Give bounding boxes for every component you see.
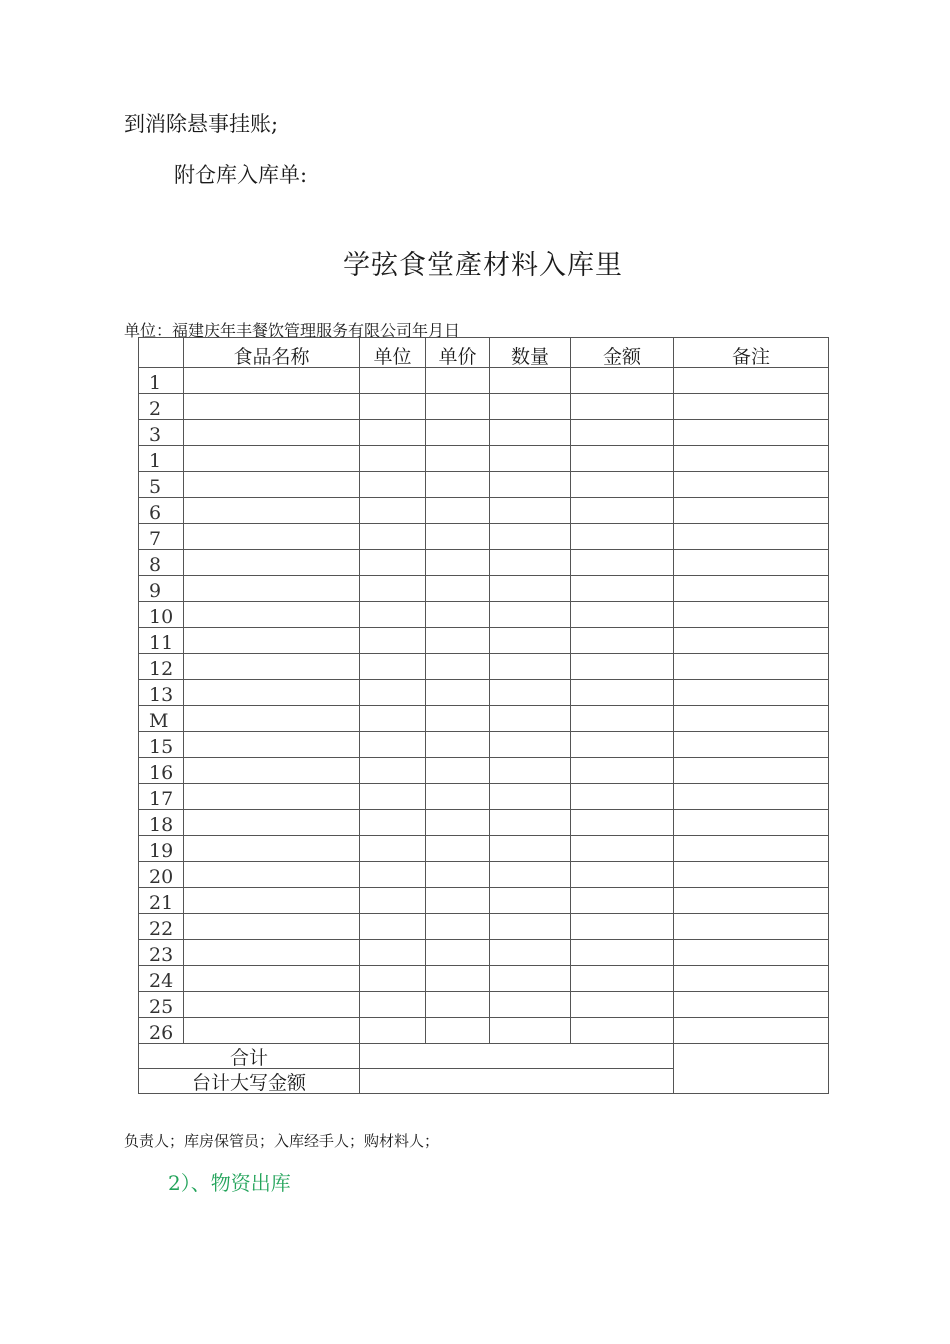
amount-cell <box>571 758 674 784</box>
form-title: 学弦食堂產材料入库里 <box>343 250 623 281</box>
unit-cell <box>360 472 426 498</box>
unit-cell <box>360 524 426 550</box>
food-name-cell <box>184 498 360 524</box>
unit-cell <box>360 680 426 706</box>
quantity-cell <box>490 394 571 420</box>
header-cell-food-name: 食品名称 <box>184 338 360 368</box>
unit-cell <box>360 992 426 1018</box>
remarks-cell <box>674 394 829 420</box>
amount-cell <box>571 576 674 602</box>
remarks-cell <box>674 836 829 862</box>
table-row <box>139 576 829 602</box>
amount-cell <box>571 472 674 498</box>
table-row <box>139 888 829 914</box>
unit-cell <box>360 966 426 992</box>
amount-cell <box>571 732 674 758</box>
unit-price-cell <box>426 992 490 1018</box>
unit-price-cell <box>426 758 490 784</box>
remarks-cell <box>674 550 829 576</box>
table-row <box>139 758 829 784</box>
quantity-cell <box>490 368 571 394</box>
unit-cell <box>360 654 426 680</box>
unit-cell <box>360 550 426 576</box>
row-number: 17 <box>139 784 184 810</box>
total-upper-amount-cell <box>360 1069 674 1094</box>
food-name-cell <box>184 992 360 1018</box>
section-heading: 2）、物资出库 <box>168 1171 291 1195</box>
unit-cell <box>360 940 426 966</box>
unit-price-cell <box>426 472 490 498</box>
remarks-cell <box>674 602 829 628</box>
unit-cell <box>360 498 426 524</box>
unit-price-cell <box>426 862 490 888</box>
unit-price-cell <box>426 550 490 576</box>
remarks-cell <box>674 420 829 446</box>
food-name-cell <box>184 706 360 732</box>
remarks-cell <box>674 628 829 654</box>
remarks-cell <box>674 498 829 524</box>
row-number: 3 <box>139 420 184 446</box>
table-row <box>139 550 829 576</box>
remarks-cell <box>674 576 829 602</box>
food-name-cell <box>184 550 360 576</box>
unit-price-cell <box>426 706 490 732</box>
amount-cell <box>571 966 674 992</box>
unit-cell <box>360 706 426 732</box>
amount-cell <box>571 992 674 1018</box>
unit-price-cell <box>426 576 490 602</box>
quantity-cell <box>490 524 571 550</box>
unit-cell <box>360 628 426 654</box>
row-number: 16 <box>139 758 184 784</box>
unit-cell <box>360 420 426 446</box>
amount-cell <box>571 862 674 888</box>
unit-price-cell <box>426 1018 490 1044</box>
quantity-cell <box>490 706 571 732</box>
total-amount-cell <box>360 1044 674 1069</box>
table-row <box>139 498 829 524</box>
unit-price-cell <box>426 732 490 758</box>
quantity-cell <box>490 862 571 888</box>
unit-price-cell <box>426 836 490 862</box>
row-number: 11 <box>139 628 184 654</box>
unit-price-cell <box>426 628 490 654</box>
food-name-cell <box>184 524 360 550</box>
unit-price-cell <box>426 914 490 940</box>
unit-cell <box>360 784 426 810</box>
food-name-cell <box>184 940 360 966</box>
quantity-cell <box>490 914 571 940</box>
remarks-cell <box>674 862 829 888</box>
unit-cell <box>360 758 426 784</box>
quantity-cell <box>490 836 571 862</box>
total-row <box>139 1044 829 1069</box>
remarks-cell <box>674 446 829 472</box>
amount-cell <box>571 446 674 472</box>
quantity-cell <box>490 966 571 992</box>
table-row <box>139 394 829 420</box>
intro-text-line-2: 附仓库入库单: <box>174 163 308 187</box>
food-name-cell <box>184 966 360 992</box>
remarks-cell <box>674 914 829 940</box>
unit-price-cell <box>426 498 490 524</box>
remarks-cell <box>674 784 829 810</box>
remarks-cell <box>674 680 829 706</box>
total-label: 合计 <box>139 1044 360 1069</box>
food-name-cell <box>184 758 360 784</box>
food-name-cell <box>184 420 360 446</box>
quantity-cell <box>490 628 571 654</box>
quantity-cell <box>490 888 571 914</box>
amount-cell <box>571 680 674 706</box>
unit-cell <box>360 862 426 888</box>
quantity-cell <box>490 810 571 836</box>
unit-price-cell <box>426 966 490 992</box>
amount-cell <box>571 368 674 394</box>
quantity-cell <box>490 680 571 706</box>
unit-price-cell <box>426 524 490 550</box>
food-name-cell <box>184 654 360 680</box>
header-cell-index <box>139 338 184 368</box>
food-name-cell <box>184 628 360 654</box>
food-name-cell <box>184 576 360 602</box>
unit-price-cell <box>426 888 490 914</box>
row-number: 24 <box>139 966 184 992</box>
row-number: 1 <box>139 446 184 472</box>
table-row <box>139 992 829 1018</box>
table-row <box>139 420 829 446</box>
amount-cell <box>571 1018 674 1044</box>
header-cell-remarks: 备注 <box>674 338 829 368</box>
food-name-cell <box>184 810 360 836</box>
unit-cell <box>360 732 426 758</box>
unit-price-cell <box>426 394 490 420</box>
total-upper-label: 台计大写金额 <box>139 1069 360 1094</box>
row-number: 21 <box>139 888 184 914</box>
quantity-cell <box>490 420 571 446</box>
amount-cell <box>571 914 674 940</box>
quantity-cell <box>490 1018 571 1044</box>
remarks-cell <box>674 472 829 498</box>
table-row <box>139 966 829 992</box>
table-row <box>139 680 829 706</box>
amount-cell <box>571 940 674 966</box>
signature-line: 负责人；库房保管员；入库经手人；购材料人； <box>124 1132 440 1150</box>
row-number: 18 <box>139 810 184 836</box>
row-number: 23 <box>139 940 184 966</box>
quantity-cell <box>490 940 571 966</box>
amount-cell <box>571 706 674 732</box>
food-name-cell <box>184 368 360 394</box>
unit-cell <box>360 368 426 394</box>
table-row <box>139 940 829 966</box>
food-name-cell <box>184 914 360 940</box>
amount-cell <box>571 550 674 576</box>
table-row <box>139 1018 829 1044</box>
food-name-cell <box>184 1018 360 1044</box>
quantity-cell <box>490 784 571 810</box>
row-number: 2 <box>139 394 184 420</box>
remarks-cell <box>674 888 829 914</box>
food-name-cell <box>184 732 360 758</box>
food-name-cell <box>184 862 360 888</box>
amount-cell <box>571 420 674 446</box>
remarks-cell <box>674 368 829 394</box>
row-number: 19 <box>139 836 184 862</box>
table-header-row <box>139 338 829 368</box>
table-row <box>139 446 829 472</box>
row-number: 22 <box>139 914 184 940</box>
unit-cell <box>360 576 426 602</box>
food-name-cell <box>184 836 360 862</box>
unit-price-cell <box>426 810 490 836</box>
row-number: 13 <box>139 680 184 706</box>
row-number: 7 <box>139 524 184 550</box>
unit-cell <box>360 394 426 420</box>
row-number: 12 <box>139 654 184 680</box>
table-row <box>139 862 829 888</box>
remarks-cell <box>674 706 829 732</box>
remarks-cell <box>674 940 829 966</box>
food-name-cell <box>184 680 360 706</box>
unit-line: 单位：福建庆年丰餐饮管理服务有限公司年月日 <box>124 321 461 340</box>
unit-cell <box>360 1018 426 1044</box>
remarks-cell <box>674 810 829 836</box>
amount-cell <box>571 602 674 628</box>
row-number: 10 <box>139 602 184 628</box>
table-row <box>139 810 829 836</box>
row-number: 9 <box>139 576 184 602</box>
unit-cell <box>360 810 426 836</box>
table-row <box>139 732 829 758</box>
amount-cell <box>571 524 674 550</box>
table-row <box>139 602 829 628</box>
amount-cell <box>571 888 674 914</box>
row-number: 15 <box>139 732 184 758</box>
quantity-cell <box>490 758 571 784</box>
row-number: 26 <box>139 1018 184 1044</box>
table-row <box>139 836 829 862</box>
header-cell-unit-price: 单价 <box>426 338 490 368</box>
unit-price-cell <box>426 680 490 706</box>
quantity-cell <box>490 446 571 472</box>
remarks-cell <box>674 992 829 1018</box>
quantity-cell <box>490 550 571 576</box>
food-name-cell <box>184 888 360 914</box>
amount-cell <box>571 498 674 524</box>
unit-price-cell <box>426 446 490 472</box>
row-number: 20 <box>139 862 184 888</box>
table-row <box>139 524 829 550</box>
quantity-cell <box>490 498 571 524</box>
remarks-cell <box>674 732 829 758</box>
food-name-cell <box>184 394 360 420</box>
amount-cell <box>571 810 674 836</box>
row-number: 5 <box>139 472 184 498</box>
unit-price-cell <box>426 420 490 446</box>
quantity-cell <box>490 732 571 758</box>
food-name-cell <box>184 602 360 628</box>
receipt-table <box>138 337 829 1094</box>
amount-cell <box>571 394 674 420</box>
food-name-cell <box>184 472 360 498</box>
table-row <box>139 368 829 394</box>
table-row <box>139 472 829 498</box>
remarks-cell <box>674 758 829 784</box>
table-row <box>139 706 829 732</box>
unit-price-cell <box>426 784 490 810</box>
unit-cell <box>360 446 426 472</box>
table-row <box>139 914 829 940</box>
quantity-cell <box>490 576 571 602</box>
remarks-cell <box>674 524 829 550</box>
food-name-cell <box>184 784 360 810</box>
total-remarks-cell <box>674 1044 829 1094</box>
row-number: M <box>139 706 184 732</box>
unit-price-cell <box>426 368 490 394</box>
quantity-cell <box>490 654 571 680</box>
row-number: 6 <box>139 498 184 524</box>
unit-cell <box>360 914 426 940</box>
remarks-cell <box>674 1018 829 1044</box>
table-row <box>139 784 829 810</box>
row-number: 25 <box>139 992 184 1018</box>
amount-cell <box>571 654 674 680</box>
quantity-cell <box>490 992 571 1018</box>
unit-cell <box>360 836 426 862</box>
table-row <box>139 628 829 654</box>
food-name-cell <box>184 446 360 472</box>
unit-cell <box>360 602 426 628</box>
unit-price-cell <box>426 940 490 966</box>
intro-text-line-1: 到消除悬事挂账; <box>124 112 279 136</box>
remarks-cell <box>674 966 829 992</box>
quantity-cell <box>490 472 571 498</box>
header-cell-unit: 单位 <box>360 338 426 368</box>
amount-cell <box>571 784 674 810</box>
unit-price-cell <box>426 602 490 628</box>
header-cell-amount: 金额 <box>571 338 674 368</box>
amount-cell <box>571 836 674 862</box>
remarks-cell <box>674 654 829 680</box>
table-row <box>139 654 829 680</box>
unit-price-cell <box>426 654 490 680</box>
unit-cell <box>360 888 426 914</box>
quantity-cell <box>490 602 571 628</box>
row-number: 1 <box>139 368 184 394</box>
row-number: 8 <box>139 550 184 576</box>
amount-cell <box>571 628 674 654</box>
header-cell-quantity: 数量 <box>490 338 571 368</box>
